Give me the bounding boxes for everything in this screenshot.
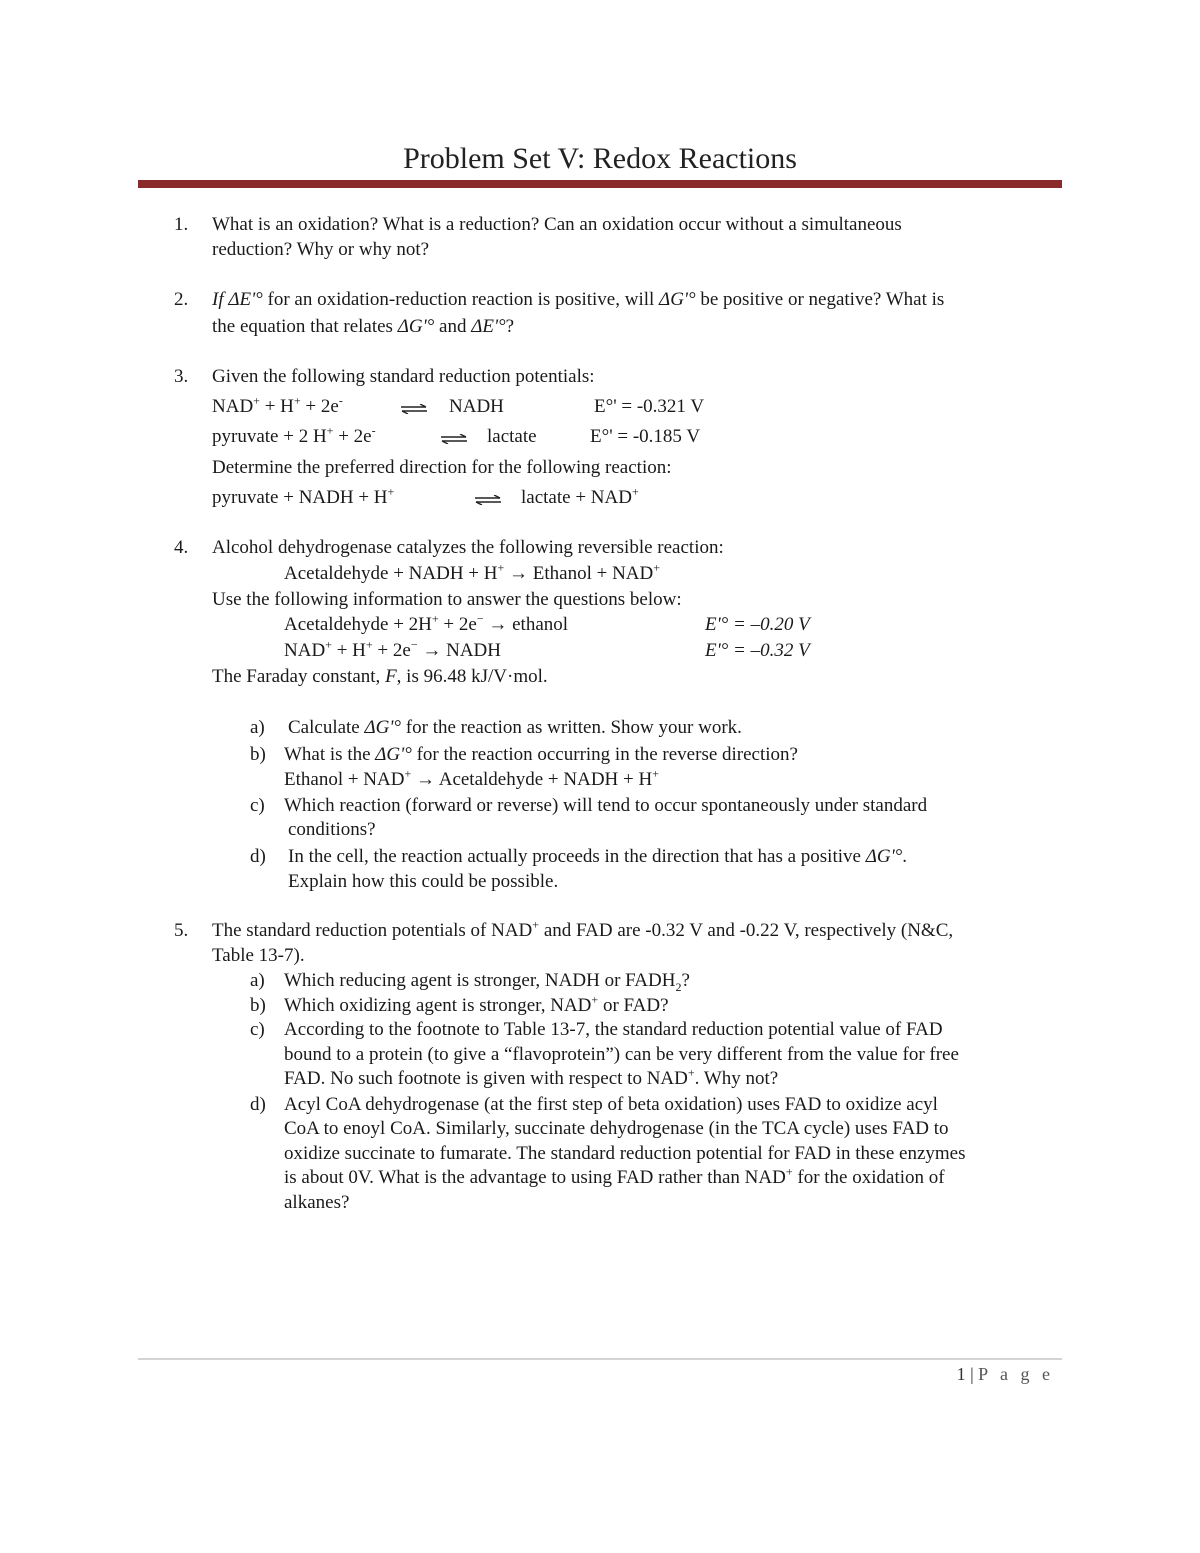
- q5-number: 5.: [174, 920, 189, 941]
- q4-sub-b-text: What is the ΔG'° for the reaction occurring in the reverse direction?: [284, 744, 798, 765]
- q5-sub-d-text-line4: is about 0V. What is the advantage to using FAD rather than NAD+ for the oxidation of: [284, 1164, 945, 1188]
- q2-text-line2: the equation that relates ΔG'° and ΔE'°?: [212, 316, 515, 337]
- q1-number: 1.: [174, 214, 189, 235]
- q5-sub-b-label: b): [250, 995, 266, 1016]
- q4-sub-c-label: c): [250, 795, 265, 816]
- q3-intro: Given the following standard reduction potentials:: [212, 366, 595, 387]
- q4-sub-c-text-line2: conditions?: [288, 819, 376, 840]
- q5-sub-c-text-line1: According to the footnote to Table 13-7, the standard reduction potential value of FAD: [284, 1019, 943, 1040]
- title-divider: [138, 180, 1062, 188]
- q5-text-line2: Table 13-7).: [212, 945, 305, 966]
- q3-reaction-1-product: NADH: [449, 396, 504, 417]
- page-footer: 1 | P a g e: [956, 1364, 1054, 1384]
- q4-half-reaction-2-potential: E'° = –0.32 V: [705, 640, 810, 661]
- q5-sub-a-label: a): [250, 970, 265, 991]
- q3-reaction-2-product: lactate: [487, 426, 537, 447]
- q4-sub-a-label: a): [250, 717, 265, 738]
- q3-reaction-3: pyruvate + NADH + H+: [212, 484, 395, 508]
- q5-sub-d-text-line5: alkanes?: [284, 1192, 350, 1213]
- q3-reaction-1: NAD+ + H+ + 2e-: [212, 393, 343, 417]
- q3-reaction-2-potential: E°' = -0.185 V: [590, 426, 701, 447]
- q4-half-reaction-1-potential: E'° = –0.20 V: [705, 614, 810, 635]
- q3-reaction-3-product: lactate + NAD+: [521, 484, 639, 508]
- q5-sub-d-text-line3: oxidize succinate to fumarate. The standard reduction potential for FAD in these enzymes: [284, 1143, 966, 1164]
- equilibrium-arrow-icon: [400, 404, 428, 414]
- q5-sub-d-text-line2: CoA to enoyl CoA. Similarly, succinate dehydrogenase (in the TCA cycle) uses FAD to: [284, 1118, 949, 1139]
- q2-number: 2.: [174, 289, 189, 310]
- q4-sub-d-text-line2: Explain how this could be possible.: [288, 871, 559, 892]
- q5-sub-b-text: Which oxidizing agent is stronger, NAD+ or FAD?: [284, 992, 669, 1016]
- q4-number: 4.: [174, 537, 189, 558]
- q4-sub-c-text-line1: Which reaction (forward or reverse) will tend to occur spontaneously under standard: [284, 795, 928, 816]
- q3-determine: Determine the preferred direction for the following reaction:: [212, 457, 672, 478]
- q1-text-line1: What is an oxidation? What is a reduction? Can an oxidation occur without a simultaneous: [212, 214, 902, 235]
- q4-sub-b-label: b): [250, 744, 266, 765]
- q3-reaction-1-potential: E°' = -0.321 V: [594, 396, 705, 417]
- page-number: 1: [956, 1364, 966, 1384]
- q4-reaction: Acetaldehyde + NADH + H+ → Ethanol + NAD+: [284, 560, 661, 584]
- q4-intro: Alcohol dehydrogenase catalyzes the following reversible reaction:: [212, 537, 724, 558]
- page-word: P a g e: [978, 1364, 1054, 1384]
- q4-sub-d-label: d): [250, 846, 266, 867]
- q4-half-reaction-2: NAD+ + H+ + 2e− → NADH: [284, 637, 501, 661]
- q4-sub-b-reaction: Ethanol + NAD+ → Acetaldehyde + NADH + H+: [284, 766, 659, 790]
- page-title: Problem Set V: Redox Reactions: [403, 142, 797, 175]
- q5-sub-a-text: Which reducing agent is stronger, NADH or $FADH_2$?: [284, 970, 690, 994]
- q2-text-line1: If ΔE'° for an oxidation-reduction reaction is positive, will ΔG'° be positive or negative? What is: [212, 289, 945, 310]
- q4-faraday: The Faraday constant, F, is 96.48 kJ/V·mol.: [212, 666, 548, 687]
- q5-sub-d-text-line1: Acyl CoA dehydrogenase (at the first step of beta oxidation) uses FAD to oxidize acyl: [284, 1094, 938, 1115]
- footer-divider: [138, 1358, 1062, 1360]
- q5-sub-c-label: c): [250, 1019, 265, 1040]
- equilibrium-arrow-icon: [440, 434, 468, 444]
- q5-sub-d-label: d): [250, 1094, 266, 1115]
- q5-sub-c-text-line2: bound to a protein (to give a “flavoprotein”) can be very different from the value for free: [284, 1044, 959, 1065]
- q4-half-reaction-1: Acetaldehyde + 2H+ + 2e− → ethanol: [284, 611, 569, 635]
- q5-text-line1: The standard reduction potentials of NAD+ and FAD are -0.32 V and -0.22 V, respectively (N&C,: [212, 917, 954, 941]
- q4-sub-a-text: Calculate ΔG'° for the reaction as written. Show your work.: [288, 717, 742, 738]
- q3-reaction-2: pyruvate + 2 H+ + 2e-: [212, 423, 376, 447]
- q3-number: 3.: [174, 366, 189, 387]
- q5-sub-c-text-line3: FAD. No such footnote is given with respect to NAD+. Why not?: [284, 1065, 779, 1089]
- q4-use-info: Use the following information to answer the questions below:: [212, 589, 682, 610]
- q4-sub-d-text-line1: In the cell, the reaction actually proceeds in the direction that has a positive ΔG'°.: [288, 846, 907, 867]
- equilibrium-arrow-icon: [474, 495, 502, 505]
- q1-text-line2: reduction? Why or why not?: [212, 239, 430, 260]
